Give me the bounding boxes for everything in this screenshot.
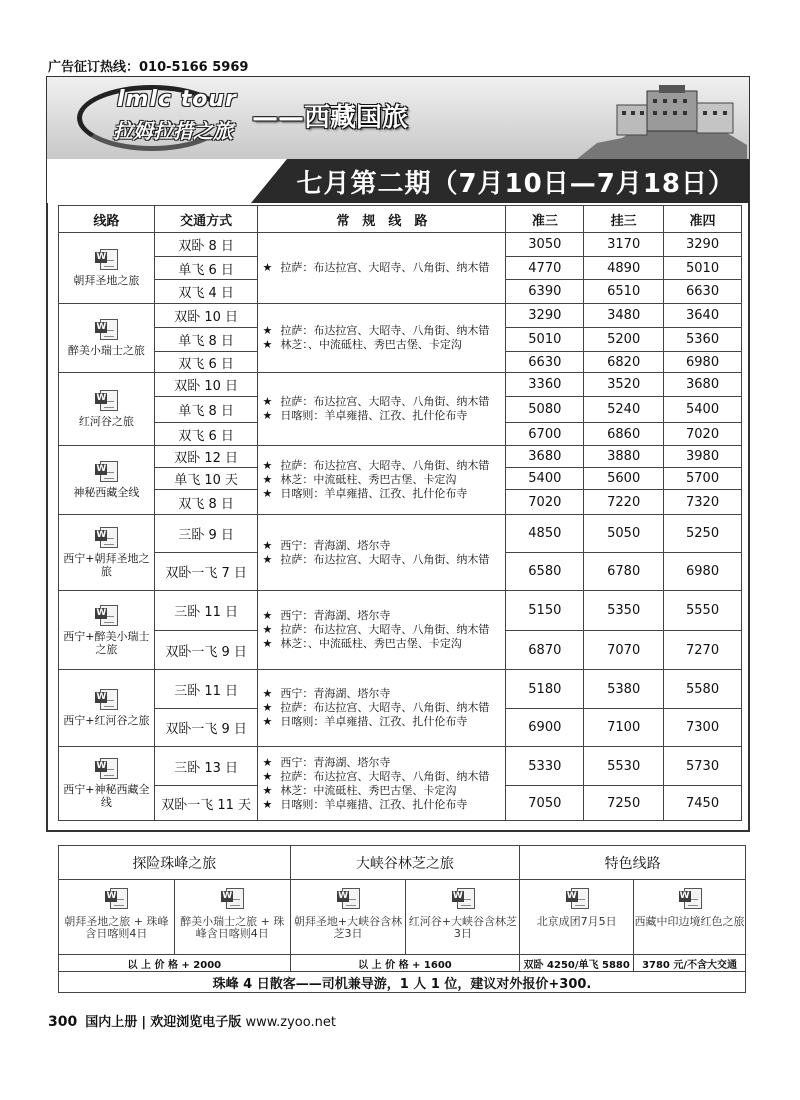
price-cell: 3290 — [506, 304, 584, 328]
word-doc-icon: W — [95, 390, 117, 410]
price-cell: 5730 — [664, 747, 742, 786]
price-cell: 5600 — [584, 468, 664, 490]
price-cell: 3290 — [664, 233, 742, 257]
route-cell — [59, 304, 155, 373]
price-cell: 7020 — [506, 490, 584, 515]
price-cell: 4850 — [506, 515, 584, 553]
transport-cell: 单飞 8 日 — [154, 328, 258, 352]
footer-url[interactable]: www.zyoo.net — [245, 1015, 336, 1030]
itinerary-line — [262, 487, 505, 501]
extra-price: 以 上 价 格 + 2000 — [59, 955, 291, 972]
page-number: 300 — [48, 1014, 78, 1030]
star-icon: ★ — [262, 552, 273, 566]
transport-cell: 双卧一飞 11 天 — [154, 786, 258, 821]
transport-cell: 双卧 10 日 — [154, 304, 258, 328]
price-cell: 5050 — [584, 515, 664, 553]
word-doc-icon: W — [105, 888, 127, 908]
itinerary-line — [262, 324, 505, 338]
star-icon: ★ — [262, 783, 273, 797]
price-cell: 7250 — [584, 786, 664, 821]
itinerary-cell — [258, 304, 506, 373]
route-name: 朝拜圣地之旅 — [73, 274, 140, 287]
card-label: 醉美小瑞士之旅 + 珠峰含日喀则4日 — [180, 915, 285, 940]
price-cell: 7270 — [664, 631, 742, 670]
transport-cell: 双卧一飞 9 日 — [154, 631, 258, 670]
star-icon: ★ — [262, 715, 273, 728]
itinerary-line — [262, 395, 505, 409]
star-icon: ★ — [262, 395, 273, 408]
price-cell: 5330 — [506, 747, 584, 786]
transport-cell: 单飞 8 日 — [154, 397, 258, 423]
table-row — [59, 373, 742, 397]
itinerary-text: 林芝：中流砥柱、秀巴古堡、卡定沟 — [280, 473, 457, 486]
itinerary-line — [262, 784, 505, 798]
route-cell — [59, 591, 155, 670]
transport-cell: 双卧 12 日 — [154, 446, 258, 468]
extra-card — [520, 880, 634, 955]
itinerary-line — [262, 687, 505, 701]
transport-cell: 双卧 8 日 — [154, 233, 258, 257]
price-cell: 7100 — [584, 709, 664, 747]
itinerary-text: 日喀则：羊卓雍措、江孜、扎什伦布寺 — [280, 487, 468, 500]
star-icon: ★ — [262, 637, 273, 650]
star-icon: ★ — [262, 609, 273, 622]
itinerary-text: 拉萨：布达拉宫、大昭寺、八角街、纳木错 — [280, 395, 490, 408]
route-cell — [59, 233, 155, 304]
word-doc-icon: W — [95, 758, 117, 778]
price-cell: 3520 — [584, 373, 664, 397]
itinerary-line — [262, 261, 505, 275]
itinerary-line — [262, 473, 505, 487]
itinerary-text: 西宁：青海湖、塔尔寺 — [280, 687, 391, 700]
star-icon: ★ — [262, 459, 273, 472]
itinerary-line — [262, 770, 505, 784]
star-icon: ★ — [262, 261, 273, 274]
transport-cell: 双飞 6 日 — [154, 423, 258, 446]
card-label: 朝拜圣地+大峡谷含林芝3日 — [293, 915, 403, 940]
banner — [47, 77, 749, 159]
itinerary-text: 日喀则：羊卓雍措、江孜、扎什伦布寺 — [280, 715, 468, 728]
extra-cards-row — [59, 880, 746, 955]
itinerary-text: 拉萨：布达拉宫、大昭寺、八角街、纳木错 — [280, 261, 490, 274]
route-name: 西宁+红河谷之旅 — [63, 714, 150, 727]
price-cell: 5200 — [584, 328, 664, 352]
table-row — [59, 446, 742, 468]
price-cell: 6630 — [506, 352, 584, 373]
header-route: 线路 — [59, 206, 155, 233]
logo-english: lmlc tour — [117, 87, 237, 112]
card-label: 红河谷+大峡谷含林芝3日 — [408, 915, 517, 940]
price-cell: 5530 — [584, 747, 664, 786]
extra-note-row — [59, 972, 746, 993]
price-cell: 3050 — [506, 233, 584, 257]
price-cell: 7050 — [506, 786, 584, 821]
itinerary-cell — [258, 591, 506, 670]
everest-note: 珠峰 4 日散客——司机兼导游，1 人 1 位，建议对外报价+300. — [59, 972, 746, 993]
transport-cell: 双卧一飞 7 日 — [154, 553, 258, 591]
price-cell: 5550 — [664, 591, 742, 631]
price-cell: 7320 — [664, 490, 742, 515]
word-doc-icon: W — [95, 527, 117, 547]
period-title: 七月第二期（7月10日—7月18日） — [296, 169, 735, 199]
itinerary-line — [262, 553, 505, 567]
price-cell: 3480 — [584, 304, 664, 328]
price-cell: 5400 — [506, 468, 584, 490]
price-cell: 3680 — [506, 446, 584, 468]
star-icon: ★ — [262, 701, 273, 714]
price-cell: 7070 — [584, 631, 664, 670]
card-label: 朝拜圣地之旅 + 珠峰含日喀则4日 — [64, 915, 169, 940]
star-icon: ★ — [262, 769, 273, 783]
transport-cell: 三卧 11 日 — [154, 591, 258, 631]
price-cell: 5360 — [664, 328, 742, 352]
itinerary-cell — [258, 670, 506, 747]
price-cell: 4890 — [584, 257, 664, 280]
price-cell: 5350 — [584, 591, 664, 631]
price-cell: 3680 — [664, 373, 742, 397]
price-cell: 6390 — [506, 280, 584, 304]
route-name: 神秘西藏全线 — [73, 486, 140, 499]
itinerary-line — [262, 637, 505, 651]
header-itinerary: 常 规 线 路 — [258, 206, 506, 233]
itinerary-text: 日喀则：羊卓雍措、江孜、扎什伦布寺 — [280, 409, 468, 422]
itinerary-text: 拉萨：布达拉宫、大昭寺、八角街、纳木错 — [280, 459, 490, 472]
price-cell: 5240 — [584, 397, 664, 423]
period-bar-slant — [47, 159, 287, 203]
brand-title: ——西藏国旅 — [252, 103, 409, 133]
route-cell — [59, 670, 155, 747]
header-class-b: 挂三 — [584, 206, 664, 233]
extra-price-row — [59, 955, 746, 972]
extra-price: 以 上 价 格 + 1600 — [290, 955, 520, 972]
word-doc-icon: W — [95, 605, 117, 625]
extra-card — [406, 880, 520, 955]
logo-chinese: 拉姆拉措之旅 — [113, 119, 233, 143]
word-doc-icon: W — [95, 249, 117, 269]
itinerary-text: 拉萨：布达拉宫、大昭寺、八角街、纳木错 — [280, 769, 490, 783]
word-doc-icon: W — [95, 689, 117, 709]
price-cell: 5250 — [664, 515, 742, 553]
price-cell: 7450 — [664, 786, 742, 821]
itinerary-line — [262, 409, 505, 423]
word-doc-icon: W — [566, 888, 588, 908]
table-row — [59, 233, 742, 257]
price-cell: 3980 — [664, 446, 742, 468]
itinerary-line — [262, 798, 505, 812]
transport-cell: 双飞 6 日 — [154, 352, 258, 373]
extra-price: 双卧 4250/单飞 5880 — [520, 955, 634, 972]
itinerary-text: 拉萨：布达拉宫、大昭寺、八角街、纳木错 — [280, 623, 490, 636]
word-doc-icon: W — [337, 888, 359, 908]
header-class-c: 准四 — [664, 206, 742, 233]
price-cell: 6980 — [664, 553, 742, 591]
price-cell: 7220 — [584, 490, 664, 515]
transport-cell: 双飞 8 日 — [154, 490, 258, 515]
table-header-row — [59, 206, 742, 233]
star-icon: ★ — [262, 797, 273, 811]
route-cell — [59, 747, 155, 821]
itinerary-line — [262, 715, 505, 729]
star-icon: ★ — [262, 755, 273, 769]
price-cell: 3640 — [664, 304, 742, 328]
price-cell: 7300 — [664, 709, 742, 747]
transport-cell: 双卧一飞 9 日 — [154, 709, 258, 747]
card-label: 西藏中印边境红色之旅 — [634, 915, 745, 928]
route-name: 西宁+朝拜圣地之旅 — [63, 552, 150, 578]
route-cell — [59, 446, 155, 515]
route-name: 醉美小瑞士之旅 — [67, 344, 145, 357]
star-icon: ★ — [262, 623, 273, 636]
route-name: 西宁+醉美小瑞士之旅 — [63, 629, 150, 656]
section-grand-canyon: 大峡谷林芝之旅 — [290, 846, 520, 880]
itinerary-line — [262, 338, 505, 352]
extra-routes-table — [58, 845, 746, 993]
price-cell: 6510 — [584, 280, 664, 304]
extra-card — [634, 880, 746, 955]
transport-cell: 三卧 9 日 — [154, 515, 258, 553]
itinerary-text: 林芝：中流砥柱、秀巴古堡、卡定沟 — [280, 783, 457, 797]
word-doc-icon: W — [221, 888, 243, 908]
extra-card — [174, 880, 290, 955]
table-row — [59, 304, 742, 328]
price-cell: 5150 — [506, 591, 584, 631]
price-cell: 5010 — [664, 257, 742, 280]
itinerary-line — [262, 701, 505, 715]
itinerary-text: 林芝：、中流砥柱、秀巴古堡、卡定沟 — [280, 637, 462, 650]
star-icon: ★ — [262, 538, 273, 552]
price-cell: 5380 — [584, 670, 664, 709]
route-name: 西宁+神秘西藏全线 — [63, 783, 150, 809]
price-cell: 6900 — [506, 709, 584, 747]
price-cell: 6580 — [506, 553, 584, 591]
table-row — [59, 747, 742, 786]
footer-separator: | — [141, 1015, 147, 1030]
price-cell: 7020 — [664, 423, 742, 446]
price-cell: 4770 — [506, 257, 584, 280]
transport-cell: 单飞 10 天 — [154, 468, 258, 490]
price-cell: 3170 — [584, 233, 664, 257]
itinerary-text: 西宁：青海湖、塔尔寺 — [280, 755, 391, 769]
transport-cell: 三卧 13 日 — [154, 747, 258, 786]
star-icon: ★ — [262, 687, 273, 700]
price-cell: 6630 — [664, 280, 742, 304]
itinerary-line — [262, 609, 505, 623]
price-cell: 6700 — [506, 423, 584, 446]
itinerary-line — [262, 623, 505, 637]
price-cell: 6980 — [664, 352, 742, 373]
price-cell: 5400 — [664, 397, 742, 423]
section-everest: 探险珠峰之旅 — [59, 846, 291, 880]
itinerary-cell — [258, 233, 506, 304]
price-cell: 5580 — [664, 670, 742, 709]
itinerary-line — [262, 539, 505, 553]
route-price-table — [58, 205, 742, 821]
itinerary-text: 拉萨：布达拉宫、大昭寺、八角街、纳木错 — [280, 552, 490, 566]
header-transport: 交通方式 — [154, 206, 258, 233]
itinerary-cell — [258, 446, 506, 515]
itinerary-line — [262, 756, 505, 770]
price-cell: 3880 — [584, 446, 664, 468]
ad-hotline: 广告征订热线：010-5166 5969 — [48, 60, 249, 75]
itinerary-cell — [258, 515, 506, 591]
word-doc-icon: W — [679, 888, 701, 908]
itinerary-text: 拉萨：布达拉宫、大昭寺、八角街、纳木错 — [280, 701, 490, 714]
route-name: 红河谷之旅 — [78, 415, 134, 428]
star-icon: ★ — [262, 338, 273, 351]
route-cell — [59, 373, 155, 446]
price-cell: 6820 — [584, 352, 664, 373]
itinerary-text: 日喀则：羊卓雍措、江孜、扎什伦布寺 — [280, 797, 468, 811]
section-special: 特色线路 — [520, 846, 746, 880]
extra-card — [290, 880, 406, 955]
itinerary-text: 西宁：青海湖、塔尔寺 — [280, 609, 391, 622]
price-cell: 6870 — [506, 631, 584, 670]
star-icon: ★ — [262, 473, 273, 486]
word-doc-icon: W — [95, 461, 117, 481]
header-class-a: 准三 — [506, 206, 584, 233]
price-cell: 6780 — [584, 553, 664, 591]
potala-palace-image — [577, 83, 747, 159]
extra-card — [59, 880, 175, 955]
itinerary-cell — [258, 747, 506, 821]
price-cell: 5010 — [506, 328, 584, 352]
star-icon: ★ — [262, 409, 273, 422]
star-icon: ★ — [262, 324, 273, 337]
word-doc-icon: W — [452, 888, 474, 908]
itinerary-text: 林芝：、中流砥柱、秀巴古堡、卡定沟 — [280, 338, 462, 351]
footer-section: 国内上册 — [85, 1015, 138, 1030]
footer-browse: 欢迎浏览电子版 — [150, 1015, 242, 1030]
word-doc-icon: W — [95, 319, 117, 339]
card-label: 北京成团7月5日 — [536, 915, 617, 928]
transport-cell: 双卧 10 日 — [154, 373, 258, 397]
price-cell: 5180 — [506, 670, 584, 709]
itinerary-line — [262, 459, 505, 473]
itinerary-text: 西宁：青海湖、塔尔寺 — [280, 538, 391, 552]
price-cell: 5080 — [506, 397, 584, 423]
extra-price: 3780 元/不含大交通 — [634, 955, 746, 972]
transport-cell: 三卧 11 日 — [154, 670, 258, 709]
transport-cell: 双飞 4 日 — [154, 280, 258, 304]
star-icon: ★ — [262, 487, 273, 500]
table-row — [59, 670, 742, 709]
period-bar — [47, 159, 749, 203]
extra-section-headers — [59, 846, 746, 880]
price-cell: 3360 — [506, 373, 584, 397]
price-cell: 6860 — [584, 423, 664, 446]
itinerary-cell — [258, 373, 506, 446]
table-row — [59, 515, 742, 553]
price-cell: 5700 — [664, 468, 742, 490]
page-footer — [48, 1011, 336, 1030]
itinerary-text: 拉萨：布达拉宫、大昭寺、八角街、纳木错 — [280, 324, 490, 337]
transport-cell: 单飞 6 日 — [154, 257, 258, 280]
route-cell — [59, 515, 155, 591]
table-row — [59, 591, 742, 631]
